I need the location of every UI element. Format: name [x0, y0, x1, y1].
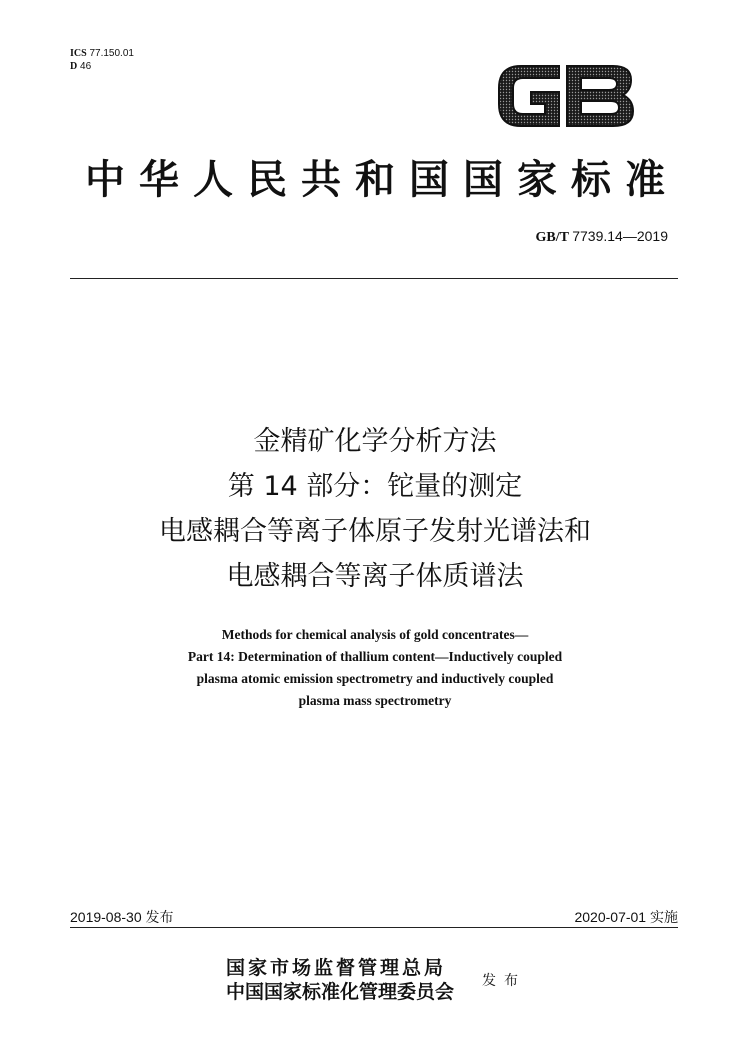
english-title-line-3: plasma atomic emission spectrometry and inductively coupled — [196, 671, 554, 686]
chinese-title-line-3: 电感耦合等离子体原子发射光谱法和 — [159, 516, 591, 547]
effective-date: 2020-07-01 实施 — [574, 909, 678, 925]
chinese-title — [0, 419, 750, 599]
classification-codes — [70, 47, 134, 73]
chinese-title-line-4: 电感耦合等离子体质谱法 — [226, 561, 524, 592]
ics-label: ICS — [70, 48, 87, 59]
standard-number-value: 7739.14—2019 — [572, 228, 668, 244]
ccs-line — [70, 60, 134, 73]
bottom-divider — [70, 927, 678, 928]
ics-line — [70, 47, 134, 60]
gb-logo — [493, 58, 638, 134]
chinese-title-line-1: 金精矿化学分析方法 — [253, 426, 497, 457]
issuer-sac: 中国国家标准化管理委员会 — [226, 981, 455, 1003]
issuing-organizations — [226, 956, 454, 1004]
standard-number-prefix: GB/T — [535, 230, 569, 245]
english-title-line-2: Part 14: Determination of thallium content—Inductively coupled — [187, 649, 563, 664]
ccs-label: D — [70, 61, 78, 72]
issue-label: 发布 — [482, 973, 526, 989]
issuer-samr: 国家市场监督管理总局 — [226, 957, 447, 979]
chinese-title-line-2: 第 14 部分：铊量的测定 — [227, 471, 523, 502]
english-title-line-1: Methods for chemical analysis of gold concentrates— — [221, 627, 529, 642]
ics-code: 77.150.01 — [89, 48, 134, 59]
standard-category-title: 中华人民共和国国家标准 — [85, 156, 679, 203]
standard-number — [536, 228, 668, 246]
publish-date: 2019-08-30 发布 — [70, 909, 174, 925]
english-title-line-4: plasma mass spectrometry — [298, 693, 452, 708]
top-divider — [70, 278, 678, 279]
ccs-code: 46 — [80, 61, 92, 72]
english-title — [0, 624, 750, 712]
